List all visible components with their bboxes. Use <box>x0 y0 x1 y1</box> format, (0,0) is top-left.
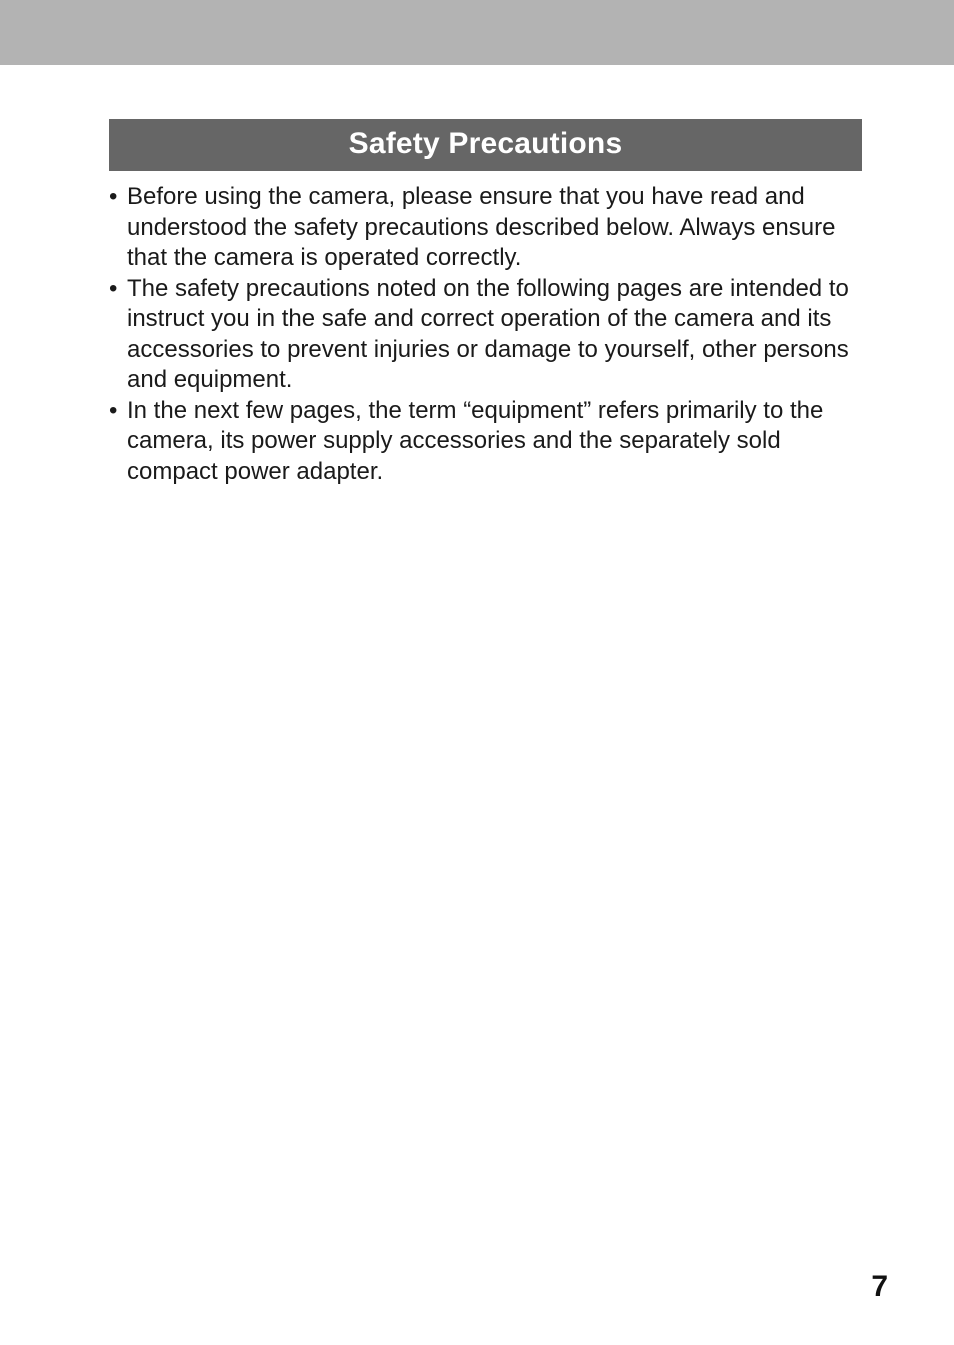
section-title-bar <box>109 119 862 171</box>
list-item-text: In the next few pages, the term “equipment” refers primarily to the camera, its power supply accessories and the separately sold compact power adapter. <box>127 396 824 485</box>
bullet-icon: • <box>109 274 118 302</box>
list-item-text: Before using the camera, please ensure that you have read and understood the safety precautions described below. Always ensure that the camera is operated correctly. <box>127 183 836 271</box>
page-title: Safety Precautions <box>348 127 623 160</box>
bullet-icon: • <box>109 396 118 424</box>
precautions-list <box>109 182 869 487</box>
page-number: 7 <box>871 1270 888 1303</box>
list-item <box>109 182 869 274</box>
bullet-icon: • <box>109 183 118 210</box>
list-item <box>109 274 869 396</box>
top-band <box>0 0 954 65</box>
list-item <box>109 396 869 488</box>
list-item-text: The safety precautions noted on the following pages are intended to instruct you in the safe and correct operation of the camera and its accessories to prevent injuries or damage to yourself, other persons and equipment. <box>127 274 849 393</box>
